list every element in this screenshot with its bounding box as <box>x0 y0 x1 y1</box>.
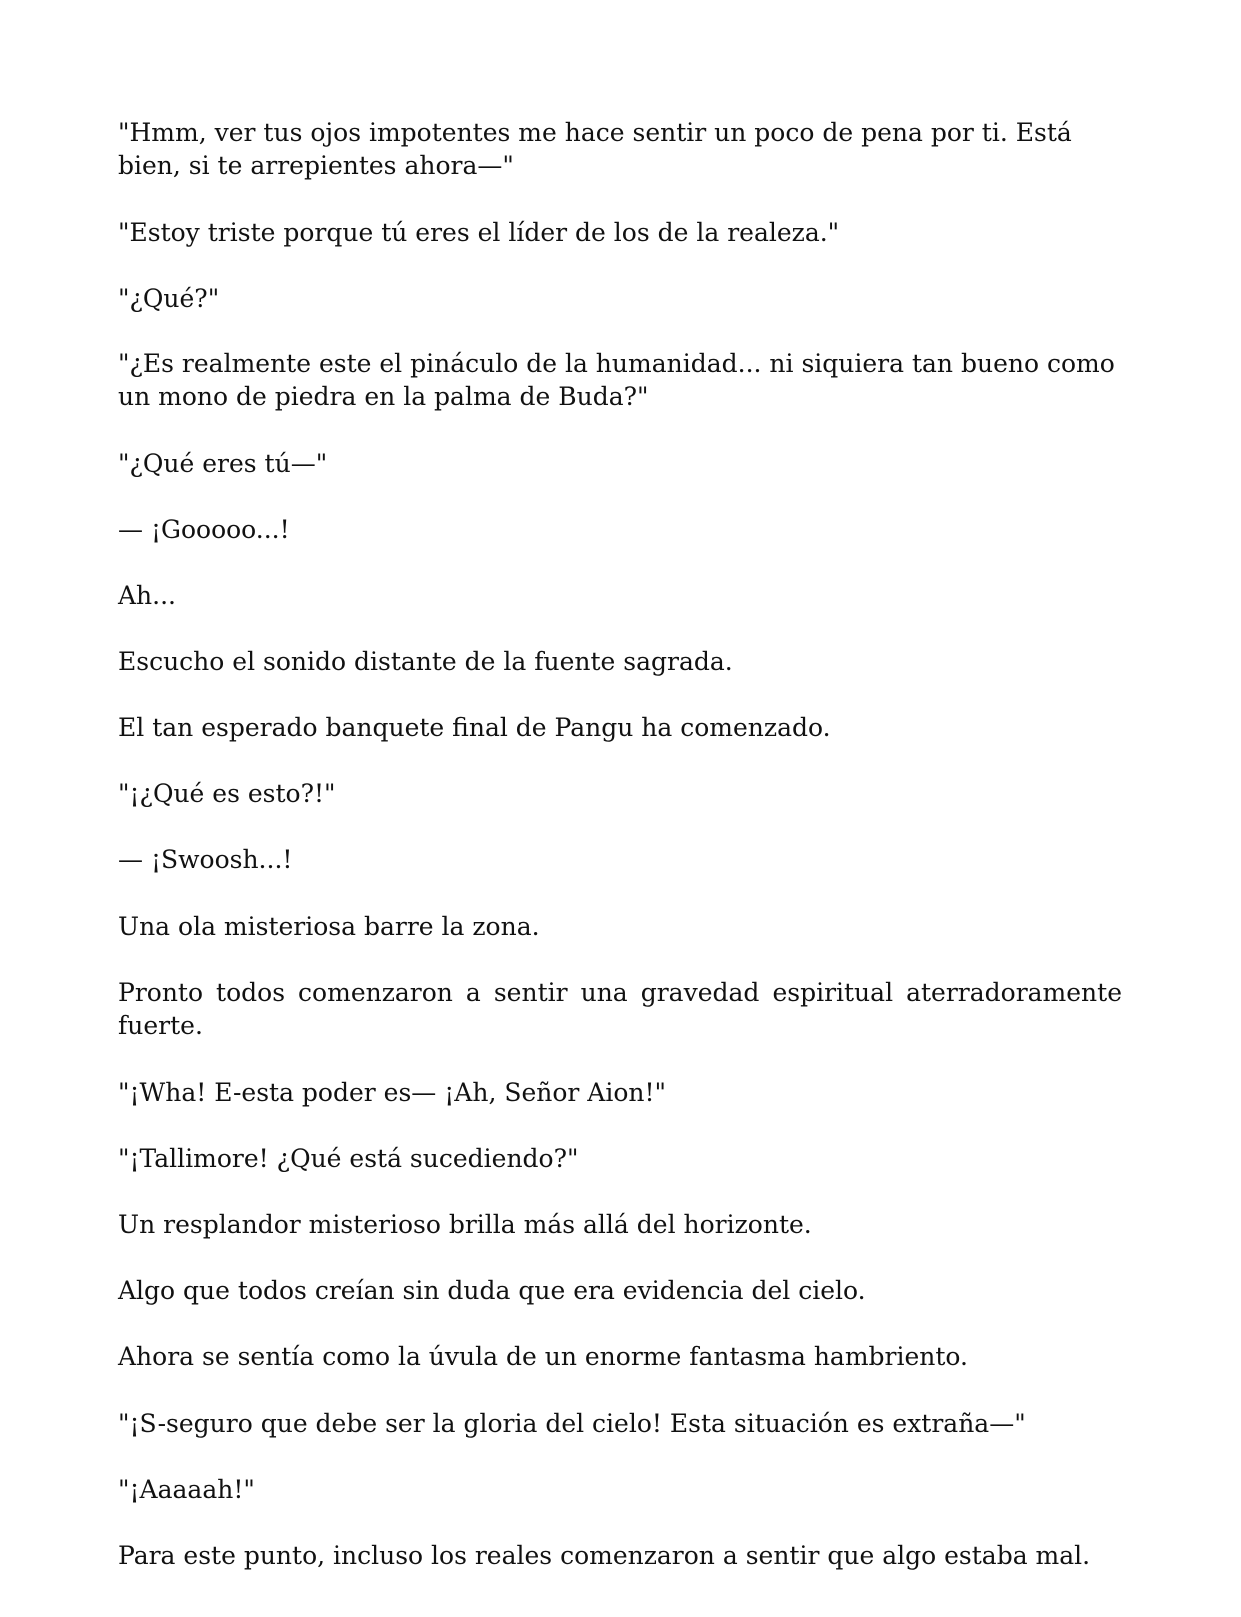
paragraph-8: Escucho el sonido distante de la fuente sagrada. <box>118 647 733 676</box>
paragraph-21: Para este punto, incluso los reales comenzaron a sentir que algo estaba mal. <box>118 1541 1091 1570</box>
paragraph-16: Un resplandor misterioso brilla más allá del horizonte. <box>118 1210 812 1239</box>
paragraph-7: Ah... <box>118 581 176 610</box>
paragraph-4: "¿Es realmente este el pináculo de la humanidad... ni siquiera tan bueno como un mono de piedra en la palma de Buda?" <box>118 349 1115 411</box>
paragraph-12: Una ola misteriosa barre la zona. <box>118 912 540 941</box>
paragraph-11: — ¡Swoosh...! <box>118 845 293 874</box>
paragraph-6: — ¡Gooooo...! <box>118 515 290 544</box>
paragraph-10: "¡¿Qué es esto?!" <box>118 779 336 808</box>
paragraph-2: "Estoy triste porque tú eres el líder de los de la realeza." <box>118 218 840 247</box>
paragraph-9: El tan esperado banquete final de Pangu ha comenzado. <box>118 713 831 742</box>
paragraph-14: "¡Wha! E-esta poder es— ¡Ah, Señor Aion!" <box>118 1078 667 1107</box>
paragraph-13: Pronto todos comenzaron a sentir una gravedad espiritual aterradoramente fuerte. <box>118 978 1122 1040</box>
paragraph-20: "¡Aaaaah!" <box>118 1475 255 1504</box>
paragraph-5: "¿Qué eres tú—" <box>118 449 328 478</box>
paragraph-15: "¡Tallimore! ¿Qué está sucediendo?" <box>118 1144 579 1173</box>
paragraph-17: Algo que todos creían sin duda que era evidencia del cielo. <box>118 1276 866 1305</box>
paragraph-19: "¡S-seguro que debe ser la gloria del cielo! Esta situación es extraña—" <box>118 1409 1026 1438</box>
paragraph-1: "Hmm, ver tus ojos impotentes me hace sentir un poco de pena por ti. Está bien, si te arrepientes ahora—" <box>118 118 1072 180</box>
paragraph-3: "¿Qué?" <box>118 284 220 313</box>
paragraph-18: Ahora se sentía como la úvula de un enorme fantasma hambriento. <box>118 1342 968 1371</box>
